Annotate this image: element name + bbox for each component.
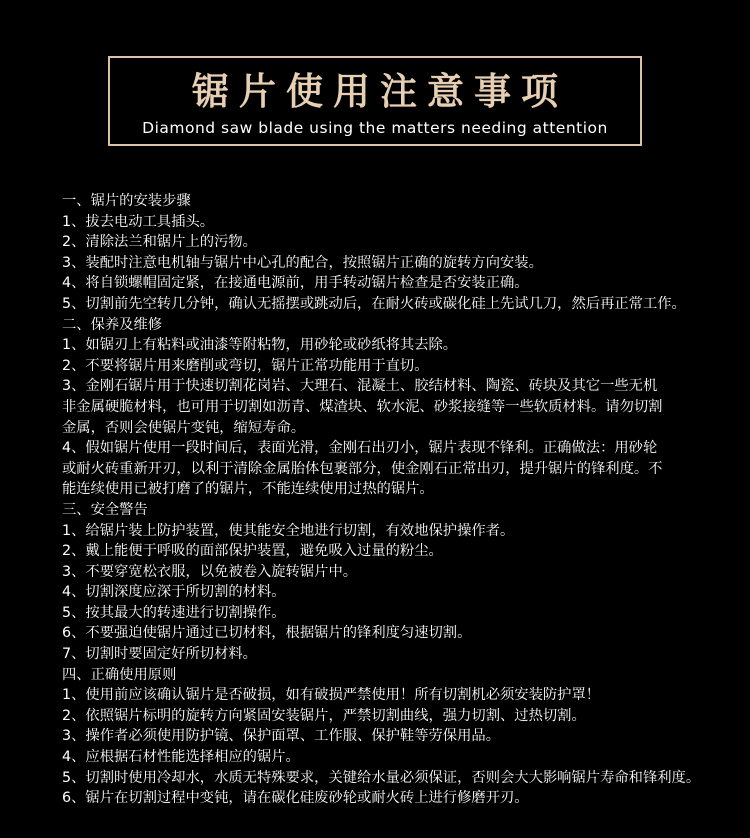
section-heading-safety: 三、安全警告 (62, 501, 148, 518)
list-item: 2、清除法兰和锯片上的污物。 (62, 234, 257, 251)
page-title: 锯片使用注意事项 (192, 70, 568, 113)
list-item-paragraph (62, 376, 702, 438)
list-item: 4、应根据石材性能选择相应的锯片。 (62, 749, 300, 766)
list-item: 7、切割时要固定好所切材料。 (62, 646, 257, 663)
list-item: 2、戴上能便于呼吸的面部保护装置，避免吸入过量的粉尘。 (62, 543, 443, 560)
paragraph-line: 或耐火砖重新开刃，以利于清除金属胎体包裹部分，使金刚石正常出刃，提升锯片的锋利度。不 (62, 460, 663, 477)
list-item: 2、依照锯片标明的旋转方向紧固安装锯片，严禁切割曲线，强力切割、过热切割。 (62, 707, 586, 724)
list-item: 1、拔去电动工具插头。 (62, 213, 215, 230)
list-item: 4、切割深度应深于所切割的材料。 (62, 584, 286, 601)
section-heading-installation: 一、锯片的安装步骤 (62, 193, 191, 209)
instructions-body (62, 191, 702, 809)
list-item: 3、操作者必须使用防护镜、保护面罩、工作服、保护鞋等劳保用品。 (62, 728, 500, 745)
paragraph-line: 3、金刚石锯片用于快速切割花岗岩、大理石、混凝土、胶结材料、陶瓷、砖块及其它一些无机 (62, 378, 658, 395)
section-heading-maintenance: 二、保养及维修 (62, 316, 163, 333)
list-item: 5、切割时使用冷却水，水质无特殊要求，关键给水量必须保证，否则会大大影响锯片寿命和锋利度。 (62, 769, 701, 786)
paragraph-line: 能连续使用已被打磨了的锯片，不能连续使用过热的锯片。 (62, 481, 434, 498)
title-frame (108, 56, 642, 146)
list-item: 1、给锯片装上防护装置，使其能安全地进行切割，有效地保护操作者。 (62, 522, 515, 539)
list-item-paragraph (62, 438, 702, 500)
paragraph-line: 非金属硬脆材料，也可用于切割如沥青、煤渣块、软水泥、砂浆接缝等一些软质材料。请勿切割 (62, 398, 663, 415)
list-item: 1、如锯刃上有粘料或油漆等附粘物，用砂轮或砂纸将其去除。 (62, 337, 458, 354)
list-item: 3、装配时注意电机轴与锯片中心孔的配合，按照锯片正确的旋转方向安装。 (62, 254, 543, 271)
list-item: 3、不要穿宽松衣服，以免被卷入旋转锯片中。 (62, 563, 358, 580)
list-item: 5、按其最大的转速进行切割操作。 (62, 604, 286, 621)
list-item: 5、切割前先空转几分钟，确认无摇摆或跳动后，在耐火砖或碳化硅上先试几刀，然后再正常工作。 (62, 295, 686, 312)
list-item: 6、锯片在切割过程中变钝，请在碳化硅废砂轮或耐火砖上进行修磨开刃。 (62, 790, 529, 807)
section-heading-usage-principles: 四、正确使用原则 (62, 666, 177, 683)
list-item: 1、使用前应该确认锯片是否破损，如有破损严禁使用！所有切割机必须安装防护罩！ (62, 687, 601, 704)
list-item: 6、不要强迫使锯片通过已切材料，根据锯片的锋利度匀速切割。 (62, 625, 472, 642)
page-subtitle: Diamond saw blade using the matters needing attention (142, 119, 608, 137)
paragraph-line: 金属，否则会使锯片变钝，缩短寿命。 (62, 419, 306, 436)
list-item: 4、将自锁螺帽固定紧，在接通电源前，用手转动锯片检查是否安装正确。 (62, 275, 529, 292)
paragraph-line: 4、假如锯片使用一段时间后，表面光滑，金刚石出刃小，锯片表现不锋利。正确做法：用砂轮 (62, 440, 658, 457)
list-item: 2、不要将锯片用来磨削或弯切，锯片正常功能用于直切。 (62, 357, 429, 374)
